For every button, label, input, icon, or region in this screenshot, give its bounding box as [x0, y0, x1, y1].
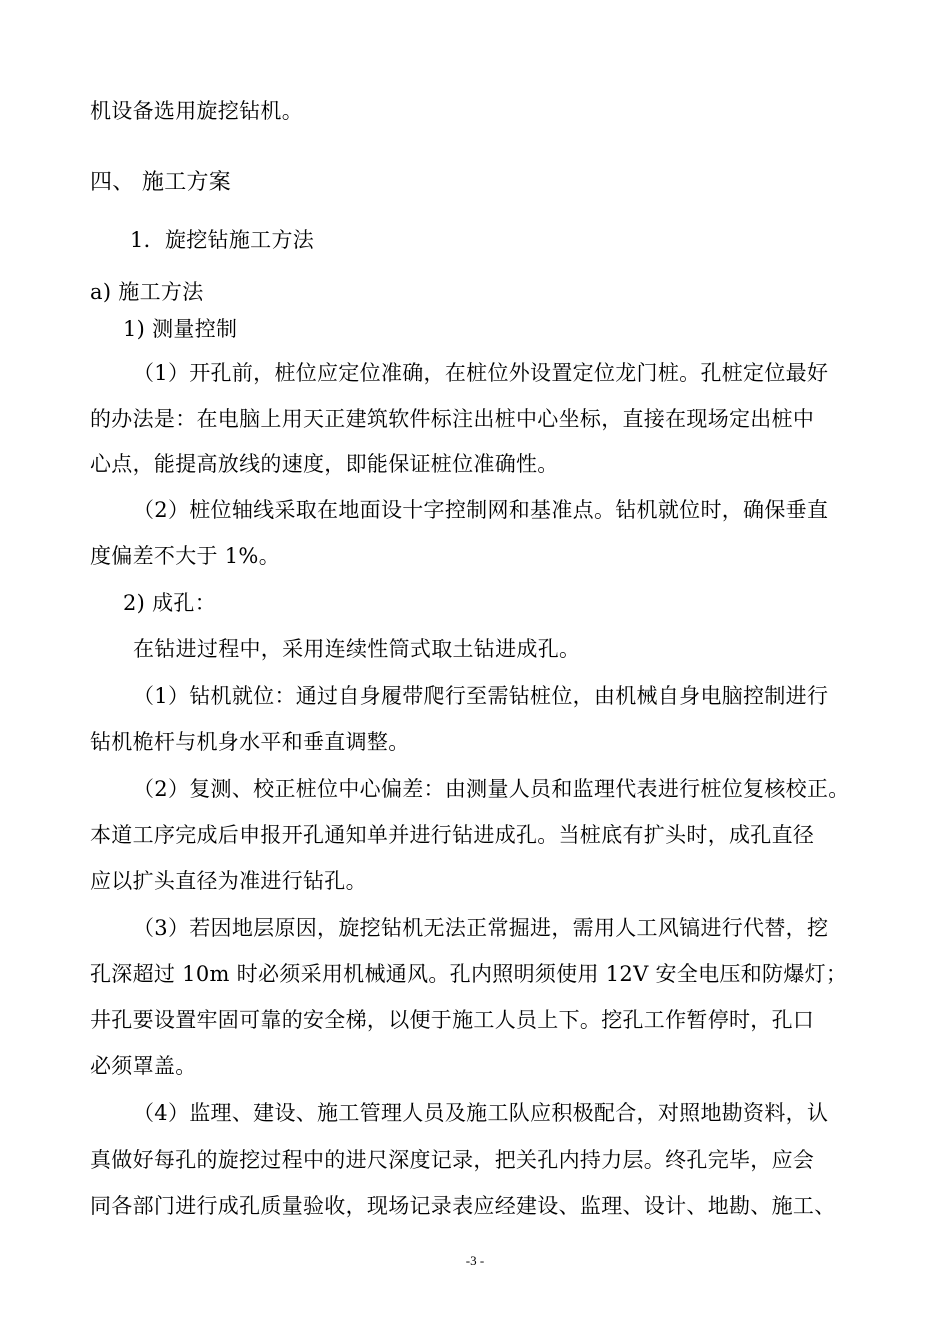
paragraph-line: 真做好每孔的旋挖过程中的进尺深度记录，把关孔内持力层。终孔完毕，应会	[90, 1148, 815, 1172]
paragraph-line: 应以扩头直径为准进行钻孔。	[90, 869, 367, 893]
item-heading: 2) 成孔：	[123, 591, 217, 615]
paragraph-line: （3）若因地层原因，旋挖钻机无法正常掘进，需用人工风镐进行代替，挖	[133, 916, 829, 940]
paragraph-line: 在钻进过程中，采用连续性筒式取土钻进成孔。	[133, 637, 581, 661]
paragraph-line: 度偏差不大于 1%。	[90, 544, 280, 568]
subsection-heading: 1．旋挖钻施工方法	[130, 228, 315, 252]
item-heading: a) 施工方法	[90, 280, 204, 304]
paragraph-line: 本道工序完成后申报开孔通知单并进行钻进成孔。当桩底有扩头时，成孔直径	[90, 823, 815, 847]
page-number: -3 -	[465, 1253, 485, 1268]
paragraph-line: 必须罩盖。	[90, 1054, 197, 1078]
paragraph-line: 孔深超过 10m 时必须采用机械通风。孔内照明须使用 12V 安全电压和防爆灯；	[90, 962, 848, 986]
paragraph-line: （2）桩位轴线采取在地面设十字控制网和基准点。钻机就位时，确保垂直	[133, 498, 829, 522]
paragraph-line: 钻机桅杆与机身水平和垂直调整。	[90, 730, 410, 754]
paragraph-line: 机设备选用旋挖钻机。	[90, 99, 303, 123]
paragraph-line: 井孔要设置牢固可靠的安全梯，以便于施工人员上下。挖孔工作暂停时，孔口	[90, 1008, 815, 1032]
paragraph-line: 同各部门进行成孔质量验收，现场记录表应经建设、监理、设计、地勘、施工、	[90, 1194, 836, 1218]
paragraph-line: 的办法是：在电脑上用天正建筑软件标注出桩中心坐标，直接在现场定出桩中	[90, 407, 815, 431]
paragraph-line: 心点，能提高放线的速度，即能保证桩位准确性。	[90, 452, 559, 476]
section-heading: 四、 施工方案	[90, 170, 232, 195]
paragraph-line: （2）复测、校正桩位中心偏差：由测量人员和监理代表进行桩位复核校正。	[133, 777, 850, 801]
paragraph-line: （1）钻机就位：通过自身履带爬行至需钻桩位，由机械自身电脑控制进行	[133, 684, 829, 708]
item-heading: 1) 测量控制	[123, 317, 238, 341]
paragraph-line: （1）开孔前，桩位应定位准确，在桩位外设置定位龙门桩。孔桩定位最好	[133, 361, 829, 385]
paragraph-line: （4）监理、建设、施工管理人员及施工队应积极配合，对照地勘资料，认	[133, 1101, 829, 1125]
